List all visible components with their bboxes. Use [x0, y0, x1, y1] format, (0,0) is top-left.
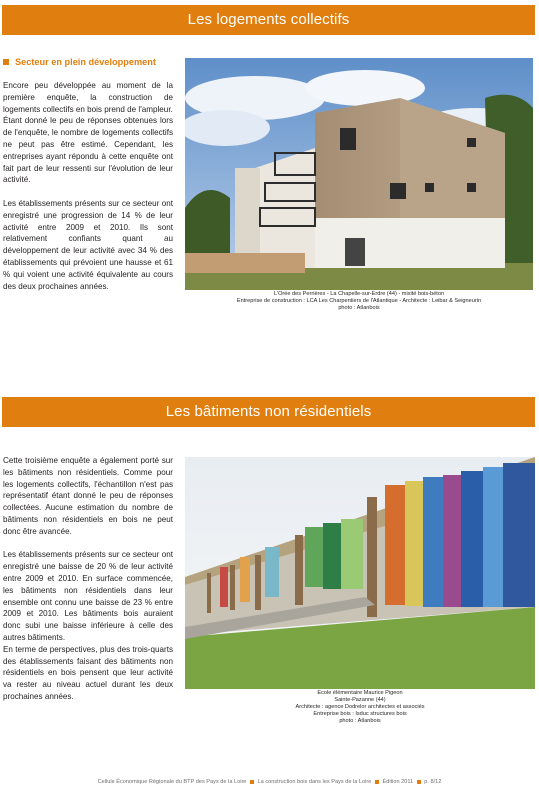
footer-org: Cellule Économique Régionale du BTP des Pays de la Loire [97, 779, 247, 785]
photo-caption-1 [185, 291, 533, 312]
page-footer [0, 779, 539, 785]
section2-text [3, 455, 173, 715]
paragraph: Étant donné le peu de réponses obtenues lors de l'enquête, le nombre de logements collectifs ne peut pas être estimé. Cependant, les entreprises ayant répondu à cette enquête ont fait part de leur ressenti sur l'évolution de leur activité. [3, 116, 173, 185]
caption-line: Ecole élémentaire Maurice Pigeon [317, 690, 403, 696]
caption-line: Entreprise bois : Isduc structures bois [313, 711, 407, 717]
paragraph: Cette troisième enquête a également porté sur les bâtiments non résidentiels. Comme pour les logements collectifs, l'échantillon n'est pas représentatif étant donné le peu de réponses collectées. Aucune estimation du nombre de bâtiments non résidentiels en bois ne peut donc être avancée. [3, 456, 173, 536]
footer-page: p. 8/12 [424, 779, 442, 785]
separator-square-icon [417, 780, 421, 784]
bullet-square-icon [3, 59, 9, 65]
photo-caption-2 [185, 690, 535, 725]
footer-doc: La construction bois dans les Pays de la Loire [257, 779, 372, 785]
school-photo-illustration [185, 457, 535, 689]
separator-square-icon [375, 780, 379, 784]
building-photo-illustration [185, 58, 533, 290]
subsection-title: Secteur en plein développement [15, 57, 156, 67]
footer-edition: Édition 2011 [382, 779, 414, 785]
section1-text [3, 80, 173, 304]
section-title-logements: Les logements collectifs [2, 5, 535, 35]
caption-line: Architecte : agence Dodrelor architectes et associés [295, 704, 425, 710]
caption-line: photo : Atlanbois [338, 305, 380, 311]
paragraph: Les établissements présents sur ce secteur ont enregistré une baisse de 20 % de leur activité entre 2009 et 2010. En surface commencée, les bâtiments non résidentiels dans leur ensemble ont connu une baisse de 23 % entre 2009 et 2010. Les bâtiments bois auraient donc subi une baisse inférieure à celle des autres bâtiments. [3, 550, 173, 642]
subsection-heading [3, 57, 156, 67]
paragraph: En terme de perspectives, plus des trois-quarts des établissements faisant des bâtiments non résidentiels en bois pensent que leur activité va rester au niveau actuel durant les deux prochaines années. [3, 644, 173, 701]
paragraph: Les établissements présents sur ce secteur ont enregistré une progression de 14 % de leur activité entre 2009 et 2010. Ils sont relativement confiants quant au développement de leur activité avec 34 % des établissements qui prévoient une hausse et 61 % qui voient une activité équivalente au cours des deux prochaines années. [3, 198, 173, 291]
caption-line: photo : Atlanbois [339, 718, 381, 724]
separator-square-icon [250, 780, 254, 784]
paragraph: Encore peu développée au moment de la première enquête, la construction de logements collectifs en bois prend de l'ampleur. [3, 81, 173, 114]
photo-batiment-non-residentiel [185, 457, 535, 689]
photo-logements-collectifs [185, 58, 533, 290]
section-title-non-residentiels: Les bâtiments non résidentiels [2, 397, 535, 427]
caption-line: Entreprise de construction : LCA Les Charpentiers de l'Atlantique - Architecte : Leibar & Seigneurin [236, 298, 482, 304]
caption-line: Sainte-Pazanne (44) [334, 697, 386, 703]
caption-line: L'Orée des Perrières - La Chapelle-sur-Erdre (44) - mixité bois-béton [273, 291, 445, 297]
